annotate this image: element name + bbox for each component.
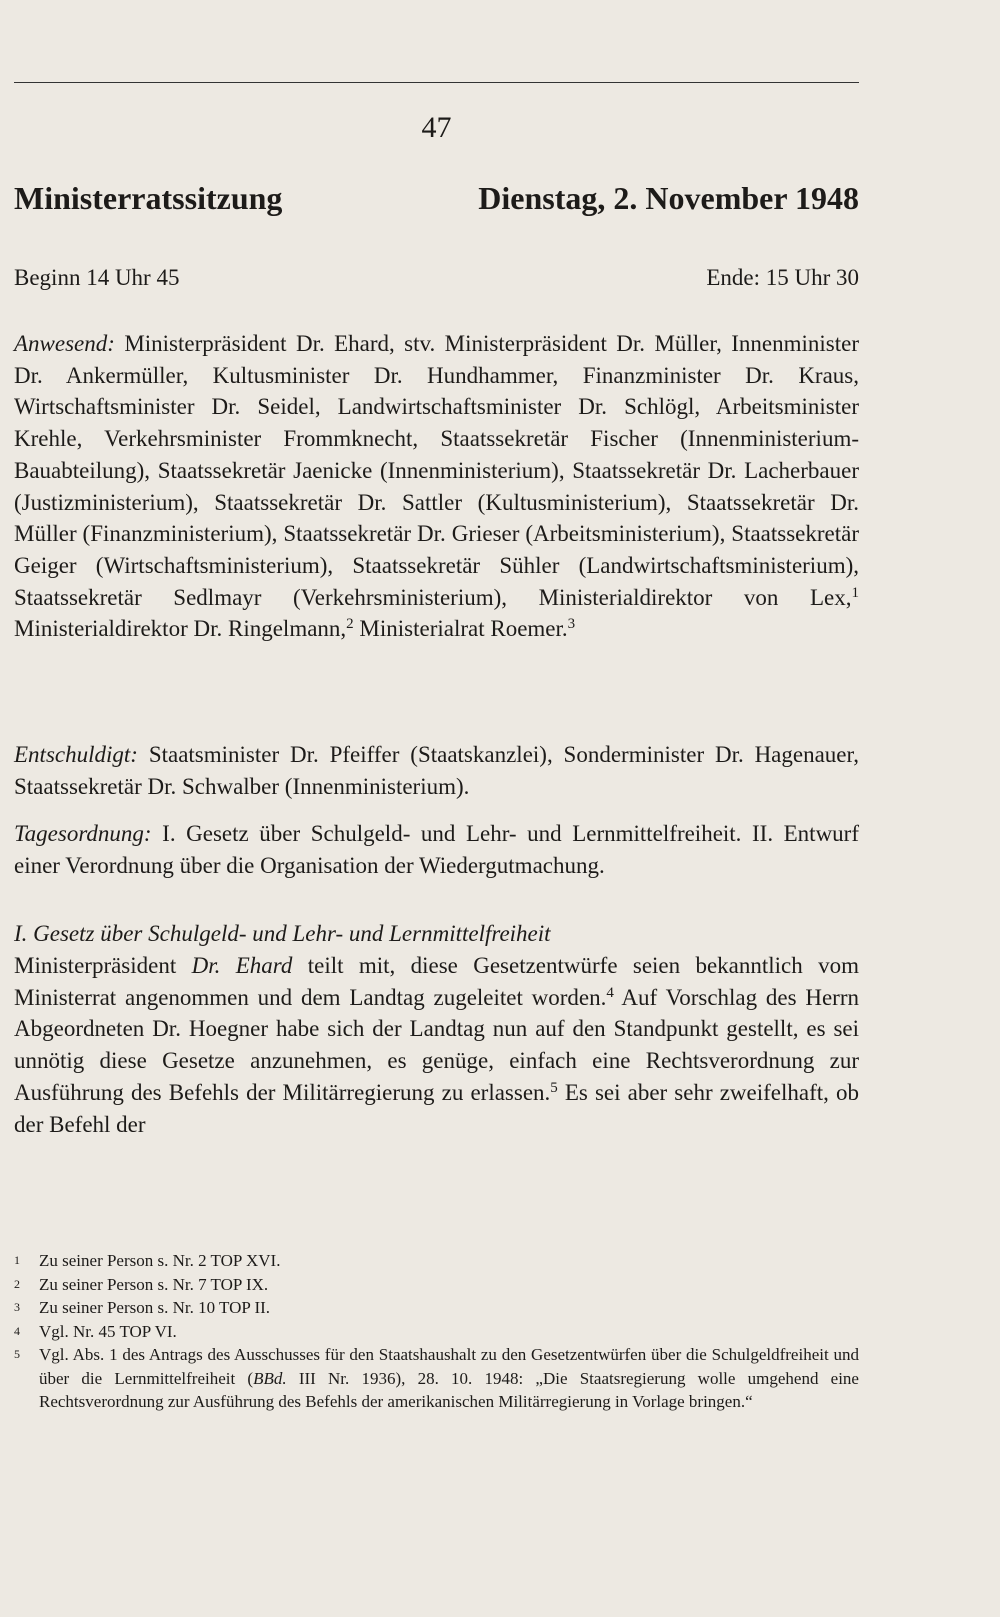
speaker-name: Dr. Ehard — [191, 953, 293, 978]
footnote — [14, 1296, 859, 1320]
body-text-2: teilt mit, diese Gesetzentwürfe seien bekanntlich vom Ministerrat angenommen und dem Landtag zugeleitet worden. — [14, 953, 860, 1010]
excused-text: Staatsminister Dr. Pfeiffer (Staatskanzlei), Sonderminister Dr. Hagenauer, Staatssekretär Dr. Schwalber (Innenministerium). — [14, 742, 860, 799]
meeting-title: Ministerratssitzung — [14, 180, 283, 216]
footnote-number: 4 — [14, 1323, 20, 1338]
attendance-present — [14, 328, 859, 645]
footnote — [14, 1320, 859, 1344]
body-text-4: Es sei aber sehr zweifelhaft, ob der Befehl der — [14, 1079, 859, 1137]
end-time: Ende: 15 Uhr 30 — [706, 265, 859, 290]
footnote-reference: BBd. — [253, 1368, 287, 1388]
meeting-date: Dienstag, 2. November 1948 — [478, 180, 859, 216]
footnote-number: 2 — [14, 1276, 20, 1291]
document-number: 47 — [421, 111, 452, 144]
footnotes — [14, 1249, 859, 1414]
footnote-text: Zu seiner Person s. Nr. 2 TOP XVI. — [39, 1251, 281, 1270]
present-text: Ministerpräsident Dr. Ehard, stv. Ministerpräsident Dr. Müller, Innenminister Dr. Ankermüller, Kultusminister Dr. Hundhammer, Finanzminister Dr. Kraus, Wirtschaftsminister Dr. Seidel, Landwirtschaftsminister Dr. Schlögl, Arbeitsminister Krehle, Verkehrsminister Frommknecht, Staatssekretär Fischer (Innenministerium-Bauabteilung), Staatssekretär Jaenicke (Innenministerium), Staatssekretär Dr. Lacherbauer (Justizministerium), Staatssekretär Dr. Sattler (Kultusministerium), Staatssekretär Dr. Müller (Finanzministerium), Staatssekretär Dr. Grieser (Arbeitsministerium), Staatssekretär Geiger (Wirtschaftsministerium), Staatssekretär Sühler (Landwirtschaftsministerium), Staatssekretär Sedlmayr (Verkehrsministerium), Ministerialdirektor von Lex, — [14, 331, 860, 610]
footnote-ref-4: 4 — [606, 984, 614, 1001]
footnote-ref-5: 5 — [550, 1079, 558, 1096]
footnote-text-b: III Nr. 1936), 28. 10. 1948: „Die Staatsregierung wolle umgehend eine Rechtsverordnung zur Ausführung des Befehls der amerikanischen Militärregierung in Vorlage bringen.“ — [39, 1368, 859, 1411]
section-body — [14, 950, 859, 1140]
time-row — [14, 265, 859, 291]
agenda-text: I. Gesetz über Schulgeld- und Lehr- und Lernmittelfreiheit. II. Entwurf einer Verordnung über die Organisation der Wiedergutmachung. — [14, 821, 859, 878]
footnote-text: Zu seiner Person s. Nr. 7 TOP IX. — [39, 1274, 269, 1294]
footnote — [14, 1273, 859, 1297]
present-text-2: Ministerialdirektor Dr. Ringelmann, — [14, 616, 347, 642]
present-text-3: Ministerialrat Roemer. — [353, 616, 568, 642]
body-text-3: Auf Vorschlag des Herrn Abgeordneten Dr. Hoegner habe sich der Landtag nun auf den Standpunkt gestellt, es sei unnötig diese Gesetze anzunehmen, es genüge, einfach eine Rechtsverordnung zur Ausführung des Befehls der Militärregierung zu erlassen. — [14, 984, 859, 1105]
present-label: Anwesend: — [14, 331, 115, 356]
attendance-excused — [14, 739, 859, 802]
footnote-ref-2: 2 — [346, 616, 354, 633]
footnote-number: 1 — [14, 1253, 20, 1267]
footnote-text: Vgl. Nr. 45 TOP VI. — [39, 1321, 177, 1341]
footnote-number: 5 — [14, 1347, 20, 1361]
footnote — [14, 1249, 859, 1273]
title-row — [14, 180, 859, 217]
excused-label: Entschuldigt: — [14, 742, 138, 767]
agenda-label: Tagesordnung: — [14, 821, 152, 846]
body-text-1: Ministerpräsident — [14, 953, 192, 978]
footnote-ref-3: 3 — [567, 616, 576, 633]
footnote — [14, 1343, 859, 1414]
footnote-text: Zu seiner Person s. Nr. 10 TOP II. — [39, 1298, 271, 1317]
agenda — [14, 818, 859, 881]
footnote-number: 3 — [14, 1300, 20, 1314]
footnote-text-a: Vgl. Abs. 1 des Antrags des Ausschusses für den Staatshaushalt zu den Gesetzentwürfen über die Schulgeldfreiheit und über die Lernmittelfreiheit ( — [39, 1345, 859, 1388]
footnote-text — [39, 1343, 859, 1414]
start-time: Beginn 14 Uhr 45 — [14, 265, 180, 290]
section-heading: I. Gesetz über Schulgeld- und Lehr- und Lernmittelfreiheit — [14, 921, 551, 946]
header-rule — [14, 82, 859, 83]
footnote-ref-1: 1 — [851, 584, 859, 601]
